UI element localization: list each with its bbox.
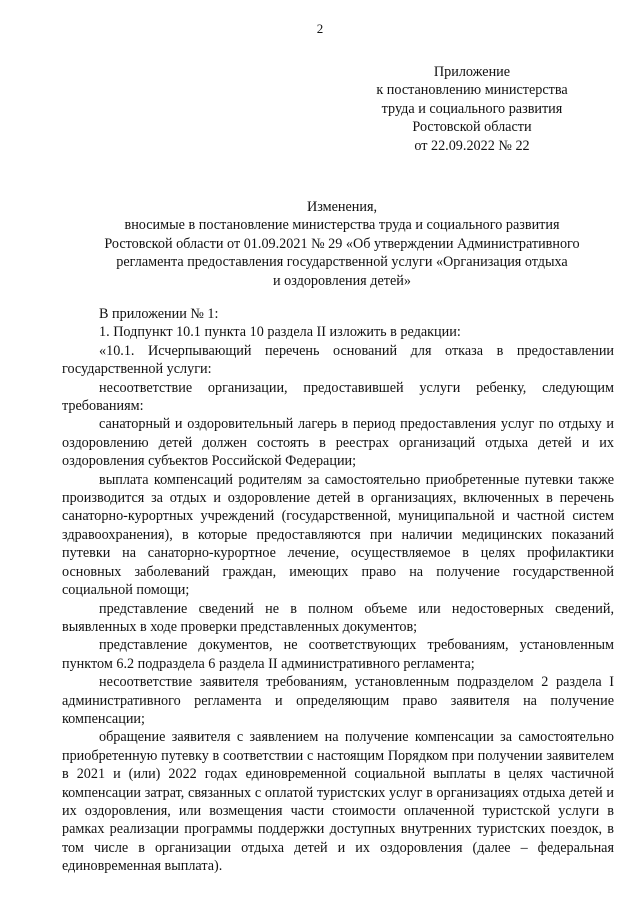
document-body [62,305,614,876]
appendix-line: труда и социального развития [381,100,563,117]
body-paragraph: несоответствие организации, предоставившей услуги ребенку, следующим требованиям: [62,379,614,415]
body-paragraph: «10.1. Исчерпывающий перечень оснований для отказа в предоставлении государственной услуги: [62,342,614,378]
appendix-header [352,63,592,155]
title-line: и оздоровления детей» [273,272,411,289]
body-paragraph: несоответствие заявителя требованиям, установленным подразделом 2 раздела I административного регламента и определяющим право заявителя на получение компенсации; [62,674,614,727]
title-line: регламента предоставления государственной услуги «Организация отдыха [116,254,568,271]
body-paragraph: представление сведений не в полном объеме или недостоверных сведений, выявленных в ходе проверки представленных документов; [62,600,614,635]
body-paragraph: 1. Подпункт 10.1 пункта 10 раздела II изложить в редакции: [99,324,461,341]
body-paragraph: обращение заявителя с заявлением на получение компенсации за самостоятельно приобретенную путевку в соответствии с настоящим Порядком при получении заявителем в 2021 и (или) 2022 годах единовременной социальной выплаты в целях частичной компенсации затрат, связанных с оплатой туристских услуг в организациях отдыха детей и их оздоровления, или возмещения части стоимости оплаченной туристской услуги в рамках реализации программы поддержки доступных внутренних туристских поездок, в том числе в организации отдыха детей и их оздоровления (далее – федеральная единовременная выплата). [62,729,614,875]
appendix-line: Приложение [433,64,511,80]
page-number: 2 [316,21,324,36]
body-paragraph: В приложении № 1: [99,306,219,322]
appendix-line: от 22.09.2022 № 22 [414,137,530,154]
body-paragraph: представление документов, не соответствующих требованиям, установленным пунктом 6.2 подраздела 6 раздела II административного регламента; [62,637,614,672]
title-line: Изменения, [306,199,378,215]
body-paragraph: выплата компенсаций родителям за самостоятельно приобретенные путевки также производится за отдых и оздоровление детей в организациях, включенных в перечень санаторно-курортных учреждений (государственной, муниципальной и частной систем здравоохранения), в которые предоставляются при наличии медицинских показаний путевки на санаторно-курортное лечение, осуществляемое в целях профилактики основных заболеваний граждан, имеющих право на получение государственной социальной помощи; [62,471,614,599]
title-line: вносимые в постановление министерства труда и социального развития [124,217,560,234]
body-paragraph: санаторный и оздоровительный лагерь в период предоставления услуг по отдыху и оздоровлению детей должен состоять в реестрах организаций отдыха детей и их оздоровления субъектов Российской Федерации; [62,416,614,470]
title-line: Ростовской области от 01.09.2021 № 29 «Об утверждении Административного [104,235,580,252]
appendix-line: Ростовской области [412,119,532,136]
appendix-line: к постановлению министерства [376,82,568,99]
document-title [62,198,622,290]
